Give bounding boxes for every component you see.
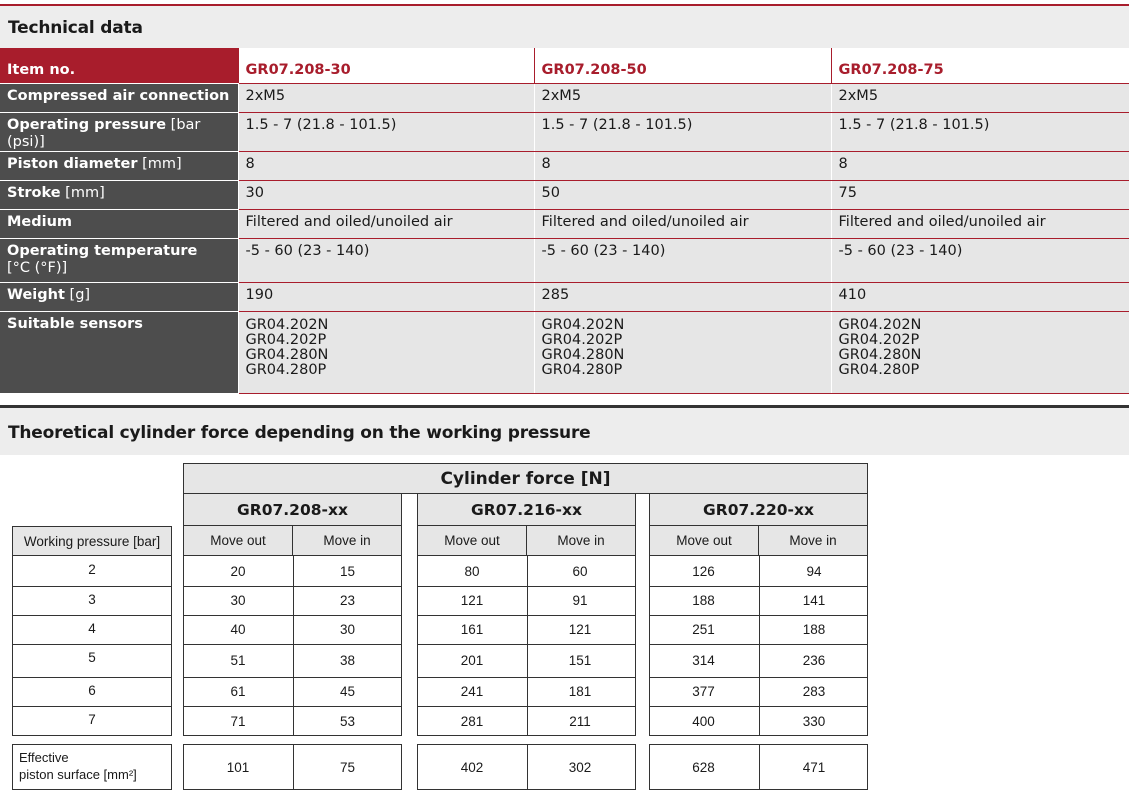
table-row: [0, 180, 1129, 209]
section-title: Theoretical cylinder force depending on the working pressure: [8, 423, 591, 443]
force-value: 330: [802, 713, 826, 729]
force-value: 94: [806, 563, 822, 579]
surface-value: 101: [226, 759, 250, 775]
table-cell: 285: [534, 282, 831, 311]
pressure-value: 7: [88, 712, 96, 727]
force-value: 151: [568, 653, 592, 668]
cylinder-force-header: Cylinder force [N]: [183, 463, 868, 494]
column-header-move-in: Move in: [293, 526, 402, 556]
force-value: 201: [460, 653, 484, 668]
table-cell: 2xM5: [534, 83, 831, 112]
section-header-technical-data: [0, 6, 1129, 48]
force-value: 283: [802, 684, 826, 699]
force-value: 377: [692, 684, 715, 699]
force-value: 61: [230, 684, 246, 699]
working-pressure-header: Working pressure [bar]: [12, 526, 172, 556]
force-value: 211: [569, 713, 591, 729]
force-value: 23: [339, 593, 356, 608]
row-label: Medium: [0, 209, 238, 238]
force-value: 53: [339, 713, 356, 729]
column-header-move-out: Move out: [417, 526, 527, 556]
table-cell: 50: [534, 180, 831, 209]
column-header: GR07.208-30: [238, 48, 534, 83]
column-header: GR07.208-75: [831, 48, 1129, 83]
table-cell: GR04.202N GR04.202P GR04.280N GR04.280P: [831, 311, 1129, 393]
force-value: 181: [568, 684, 592, 699]
row-label: Operating pressure [bar (psi)]: [0, 112, 238, 151]
column-header: GR07.208-50: [534, 48, 831, 83]
surface-value: 628: [692, 759, 715, 775]
section-header-cylinder-force: [0, 405, 1129, 455]
force-value: 45: [339, 684, 356, 699]
table-row-item-no: [0, 48, 1129, 83]
force-value: 15: [339, 563, 356, 579]
group-header: GR07.208-xx: [183, 494, 402, 526]
table-cell: 2xM5: [831, 83, 1129, 112]
force-value: 40: [230, 622, 246, 637]
surface-value: 402: [460, 759, 484, 775]
force-value: 91: [572, 593, 588, 608]
table-row: [0, 209, 1129, 238]
table-cell: 190: [238, 282, 534, 311]
table-row: [0, 151, 1129, 180]
table-row: [0, 311, 1129, 393]
pressure-value: 4: [88, 621, 96, 636]
force-value: 126: [692, 563, 715, 579]
column-header-move-in: Move in: [527, 526, 636, 556]
force-value: 236: [802, 653, 826, 668]
force-value: 51: [230, 653, 246, 668]
table-cell: -5 - 60 (23 - 140): [534, 238, 831, 282]
surface-value: 302: [568, 759, 592, 775]
table-cell: 410: [831, 282, 1129, 311]
force-value: 121: [460, 593, 484, 608]
pressure-value: 5: [88, 650, 96, 665]
force-value: 281: [460, 713, 484, 729]
table-cell: 8: [831, 151, 1129, 180]
table-cell: 2xM5: [238, 83, 534, 112]
table-cell: 1.5 - 7 (21.8 - 101.5): [534, 112, 831, 151]
table-cell: 1.5 - 7 (21.8 - 101.5): [238, 112, 534, 151]
table-row: [0, 83, 1129, 112]
force-value: 251: [692, 622, 715, 637]
column-header-move-out: Move out: [649, 526, 759, 556]
force-value: 314: [692, 653, 715, 668]
table-cell: Filtered and oiled/unoiled air: [534, 209, 831, 238]
table-cell: -5 - 60 (23 - 140): [831, 238, 1129, 282]
group-header: GR07.220-xx: [649, 494, 868, 526]
table-row: [0, 282, 1129, 311]
row-label: Suitable sensors: [0, 311, 238, 393]
table-row: [0, 238, 1129, 282]
table-row: [0, 112, 1129, 151]
column-header-move-in: Move in: [759, 526, 868, 556]
technical-data-table: [0, 48, 1129, 394]
force-value: 141: [802, 593, 826, 608]
force-value: 188: [802, 622, 826, 637]
force-value: 38: [339, 653, 356, 668]
section-title: Technical data: [8, 18, 143, 38]
table-cell: 30: [238, 180, 534, 209]
force-value: 121: [568, 622, 592, 637]
force-value: 161: [460, 622, 484, 637]
force-value: 188: [692, 593, 715, 608]
force-value: 20: [230, 563, 246, 579]
pressure-value: 2: [88, 562, 96, 577]
force-value: 60: [572, 563, 588, 579]
table-cell: 8: [238, 151, 534, 180]
surface-label-line: Effective: [19, 750, 69, 765]
table-cell: Filtered and oiled/unoiled air: [831, 209, 1129, 238]
pressure-value: 3: [88, 592, 96, 607]
column-header-move-out: Move out: [183, 526, 293, 556]
surface-label-line: piston surface [mm²]: [19, 767, 137, 782]
table-cell: GR04.202N GR04.202P GR04.280N GR04.280P: [534, 311, 831, 393]
row-label: Weight [g]: [0, 282, 238, 311]
force-value: 30: [339, 622, 356, 637]
force-value: 80: [464, 563, 480, 579]
force-value: 400: [692, 713, 715, 729]
force-value: 71: [230, 713, 246, 729]
group-header: GR07.216-xx: [417, 494, 636, 526]
table-cell: GR04.202N GR04.202P GR04.280N GR04.280P: [238, 311, 534, 393]
row-label: Operating temperature [°C (°F)]: [0, 238, 238, 282]
table-cell: -5 - 60 (23 - 140): [238, 238, 534, 282]
table-cell: 75: [831, 180, 1129, 209]
surface-label-box: [12, 744, 172, 790]
surface-value: 75: [339, 759, 356, 775]
row-label: Piston diameter [mm]: [0, 151, 238, 180]
table-cell: 1.5 - 7 (21.8 - 101.5): [831, 112, 1129, 151]
row-label: Stroke [mm]: [0, 180, 238, 209]
force-value: 30: [230, 593, 246, 608]
table-cell: Filtered and oiled/unoiled air: [238, 209, 534, 238]
table-cell: 8: [534, 151, 831, 180]
pressure-value: 6: [88, 683, 96, 698]
row-label: Compressed air connection: [0, 83, 238, 112]
row-label: Item no.: [0, 48, 238, 83]
force-value: 241: [460, 684, 484, 699]
surface-value: 471: [802, 759, 826, 775]
